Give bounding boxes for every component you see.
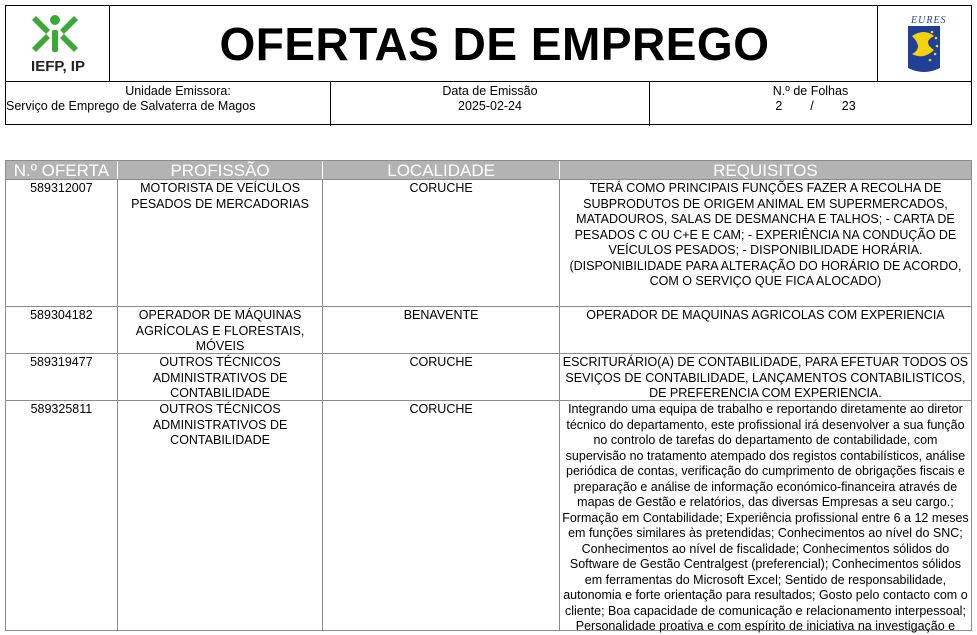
cell-requisitos: ESCRITURÁRIO(A) DE CONTABILIDADE, PARA EFETUAR TODOS OS SEVIÇOS DE CONTABILIDADE, LANÇAMENTOS CONTABILISTICOS, DE PREFERENCIA COM EXPERIENCIA. — [562, 355, 969, 400]
cell-localidade: BENAVENTE — [323, 307, 560, 353]
table-row — [5, 307, 972, 354]
cell-profissao: MOTORISTA DE VEÍCULOS PESADOS DE MERCADORIAS — [118, 180, 324, 306]
sheets-label: N.º de Folhas — [772, 84, 849, 98]
sheets-separator: / — [810, 99, 814, 113]
column-header-profissao: PROFISSÃO — [118, 161, 324, 179]
issue-date-value: 2025-02-24 — [458, 99, 522, 113]
table-row — [5, 401, 972, 631]
issue-date-cell — [331, 82, 650, 126]
cell-localidade: CORUCHE — [323, 180, 560, 306]
cell-profissao: OUTROS TÉCNICOS ADMINISTRATIVOS DE CONTABILIDADE — [118, 401, 324, 630]
cell-numero: 589312007 — [6, 180, 118, 306]
cell-profissao: OUTROS TÉCNICOS ADMINISTRATIVOS DE CONTABILIDADE — [118, 354, 324, 400]
cell-numero: 589325811 — [6, 401, 118, 630]
iefp-logo — [6, 6, 110, 81]
issuing-unit-value: Serviço de Emprego de Salvaterra de Magos — [6, 99, 256, 113]
cell-requisitos: OPERADOR DE MAQUINAS AGRICOLAS COM EXPERIENCIA — [586, 308, 945, 322]
page-title: OFERTAS DE EMPREGO — [219, 17, 770, 70]
column-header-numero: N.º OFERTA — [6, 161, 118, 179]
cell-numero: 589304182 — [6, 307, 118, 353]
header-info-row — [6, 81, 971, 126]
issuing-unit-label: Unidade Emissora: — [125, 84, 231, 98]
issue-date-label: Data de Emissão — [442, 84, 538, 98]
table-row — [5, 180, 972, 307]
issuing-unit-cell — [6, 82, 331, 126]
cell-localidade: CORUCHE — [323, 401, 560, 630]
cell-requisitos: TERÁ COMO PRINCIPAIS FUNÇÕES FAZER A RECOLHA DE SUBPRODUTOS DE ORIGEM ANIMAL EM SUPERMERCADOS, MATADOUROS, SALAS DE DESMANCHA E TALHOS; - CARTA DE PESADOS C OU C+E E CAM; - EXPERIÊNCIA NA CONDUÇÃO DE VEÍCULOS PESADOS; - DISPONIBILIDADE HORÁRIA.(DISPONIBILIDADE PARA ALTERAÇÃO DO HORÁRIO DE ACORDO, COM O SERVIÇO QUE FICA ALOCADO) — [569, 181, 962, 288]
table-row — [5, 354, 972, 401]
sheets-current: 2 — [775, 99, 783, 113]
sheets-value — [650, 99, 971, 114]
document-header — [5, 5, 972, 125]
offers-table — [5, 160, 972, 631]
eures-label: EURES — [911, 15, 947, 26]
cell-numero: 589319477 — [6, 354, 118, 400]
column-header-localidade: LOCALIDADE — [323, 161, 560, 179]
table-header — [5, 160, 972, 180]
cell-profissao: OPERADOR DE MÁQUINAS AGRÍCOLAS E FLORESTAIS, MÓVEIS — [118, 307, 324, 353]
eures-logo-icon — [878, 6, 972, 81]
cell-localidade: CORUCHE — [323, 354, 560, 400]
cell-requisitos: Integrando uma equipa de trabalho e reportando diretamente ao diretor técnico do departamento, este profissional irá desenvolver a sua função no controlo de tarefas do departamento de contabilidade, com supervisão no tratamento atempado dos registos contabilísticos, análise periódica de contas, verificação do cumprimento de obrigações fiscais e preparação e análise de informação económico-financeira através de mapas de Gestão e relatórios, das diversas Empresas a seu cargo.; Formação em Contabilidade; Experiência profissional entre 6 a 12 meses em funções similares às pretendidas; Conhecimentos ao nível do SNC; Conhecimentos ao nível de fiscalidade; Conhecimentos sólidos do Software de Gestão Centralgest (preferencial); Conhecimentos sólidos em ferramentas do Microsoft Excel; Sentido de responsabilidade, autonomia e forte orientação para resultados; Gosto pelo contacto com o cliente; Boa capacidade de comunicação e relacionamento interpessoal; Personalidade proativa e com espírito de iniciativa na investigação e — [562, 402, 969, 633]
column-header-requisitos: REQUISITOS — [713, 161, 818, 180]
eures-logo — [877, 6, 971, 81]
sheets-total: 23 — [841, 99, 856, 113]
iefp-logo-text: IEFP, IP — [31, 58, 85, 75]
sheets-cell — [650, 82, 971, 126]
